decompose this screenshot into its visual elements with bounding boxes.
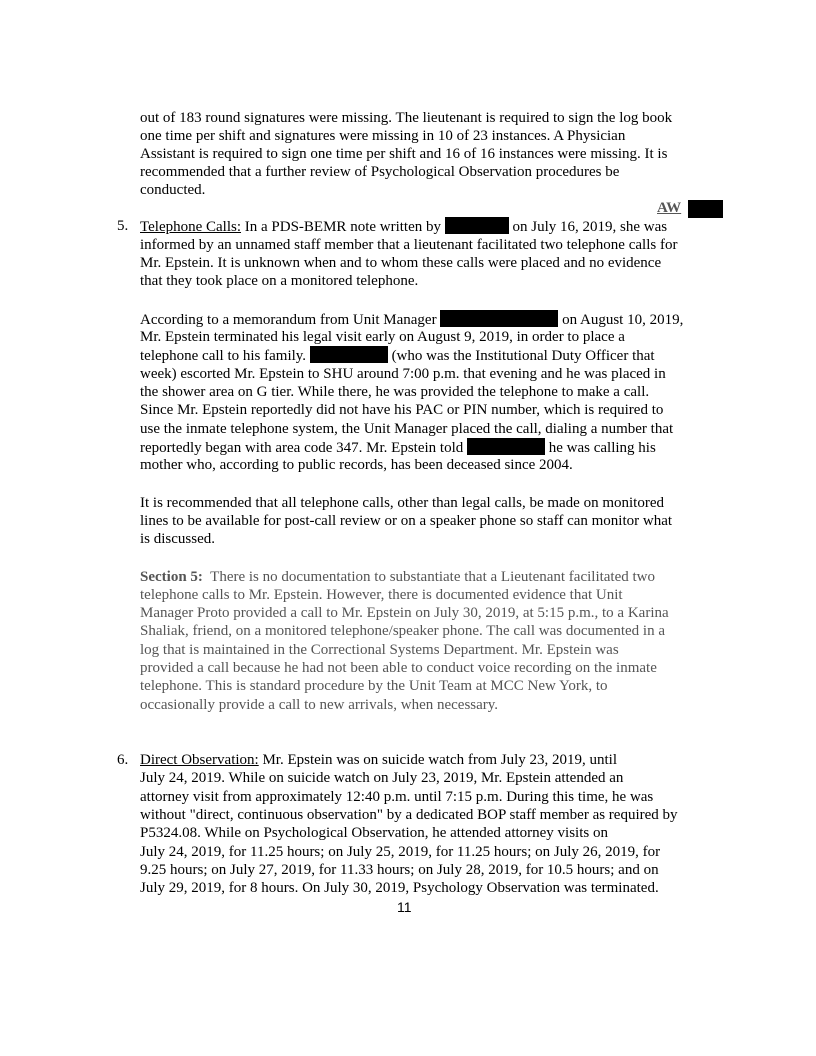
text-run: (who was the Institutional Duty Officer that <box>387 348 655 364</box>
text-line <box>140 751 617 769</box>
text-line: 9.25 hours; on July 27, 2019, for 11.33 hours; on July 28, 2019, for 10.5 hours; and on <box>140 862 659 878</box>
text-line: telephone. This is standard procedure by the Unit Team at MCC New York, to <box>140 678 608 694</box>
text-line: P5324.08. While on Psychological Observation, he attended attorney visits on <box>140 825 608 841</box>
text-line <box>140 346 655 365</box>
text-line: Assistant is required to sign one time per shift and 16 of 16 instances were missing. It is <box>140 146 668 162</box>
text-line: without "direct, continuous observation" by a dedicated BOP staff member as required by <box>140 807 678 823</box>
text-line: out of 183 round signatures were missing. The lieutenant is required to sign the log book <box>140 110 673 126</box>
text-line: occasionally provide a call to new arrivals, when necessary. <box>140 697 499 713</box>
text-line: July 24, 2019, for 11.25 hours; on July 25, 2019, for 11.25 hours; on July 26, 2019, for <box>140 844 661 860</box>
text-line: conducted. <box>140 182 206 198</box>
text-line: one time per shift and signatures were missing in 10 of 23 instances. A Physician <box>140 128 626 144</box>
text-line: lines to be available for post-call review or on a speaker phone so staff can monitor what <box>140 513 673 529</box>
text-line: July 29, 2019, for 8 hours. On July 30, 2019, Psychology Observation was terminated. <box>140 880 659 896</box>
text-line: mother who, according to public records, has been deceased since 2004. <box>140 457 573 473</box>
response-label: Section 5: <box>140 569 203 585</box>
text-line: July 24, 2019. While on suicide watch on July 23, 2019, Mr. Epstein attended an <box>140 770 624 786</box>
text-line: It is recommended that all telephone calls, other than legal calls, be made on monitored <box>140 495 664 511</box>
text-line <box>140 438 656 457</box>
item-heading: Direct Observation: <box>140 752 259 768</box>
item-number: 6. <box>117 752 129 768</box>
text-line: telephone calls to Mr. Epstein. However, there is documented evidence that Unit <box>140 587 623 603</box>
text-line: informed by an unnamed staff member that a lieutenant facilitated two telephone calls for <box>140 237 678 253</box>
text-line: Shaliak, friend, on a monitored telephone/speaker phone. The call was documented in a <box>140 623 665 639</box>
item-heading: Telephone Calls: <box>140 219 242 235</box>
redaction-box <box>310 346 388 363</box>
text-line: that they took place on a monitored telephone. <box>140 273 419 289</box>
page-number: 11 <box>397 899 412 915</box>
text-line <box>140 568 655 586</box>
text-line: log that is maintained in the Correctional Systems Department. Mr. Epstein was <box>140 642 619 658</box>
text-line: is discussed. <box>140 531 215 547</box>
redaction-box <box>440 310 558 327</box>
redaction-box <box>467 438 545 455</box>
item-number: 5. <box>117 218 129 234</box>
annotation-initials: AW <box>657 200 682 216</box>
text-run: In a PDS-BEMR note written by <box>241 219 445 235</box>
text-run: reportedly began with area code 347. Mr. Epstein told <box>140 440 467 456</box>
text-line: recommended that a further review of Psychological Observation procedures be <box>140 164 620 180</box>
text-line: provided a call because he had not been able to conduct voice recording on the inmate <box>140 660 657 676</box>
text-run: There is no documentation to substantiate that a Lieutenant facilitated two <box>202 569 656 585</box>
text-line: week) escorted Mr. Epstein to SHU around 7:00 p.m. that evening and he was placed in <box>140 366 666 382</box>
text-run: Mr. Epstein was on suicide watch from July 23, 2019, until <box>258 752 618 768</box>
text-line <box>140 217 667 236</box>
text-line: Mr. Epstein terminated his legal visit early on August 9, 2019, in order to place a <box>140 329 625 345</box>
text-line: Manager Proto provided a call to Mr. Epstein on July 30, 2019, at 5:15 p.m., to a Karina <box>140 605 669 621</box>
redaction-box <box>445 217 509 234</box>
text-line: the shower area on G tier. While there, he was provided the telephone to make a call. <box>140 384 650 400</box>
text-run: According to a memorandum from Unit Manager <box>140 312 441 328</box>
text-line: Mr. Epstein. It is unknown when and to whom these calls were placed and no evidence <box>140 255 662 271</box>
redaction-box <box>688 200 723 218</box>
text-run: he was calling his <box>545 440 656 456</box>
text-line <box>140 310 683 329</box>
text-line: Since Mr. Epstein reportedly did not have his PAC or PIN number, which is required to <box>140 402 664 418</box>
text-line: use the inmate telephone system, the Unit Manager placed the call, dialing a number that <box>140 421 674 437</box>
text-run: on July 16, 2019, she was <box>508 219 668 235</box>
text-run: telephone call to his family. <box>140 348 310 364</box>
text-run: on August 10, 2019, <box>558 312 684 328</box>
text-line: attorney visit from approximately 12:40 p.m. until 7:15 p.m. During this time, he was <box>140 789 654 805</box>
